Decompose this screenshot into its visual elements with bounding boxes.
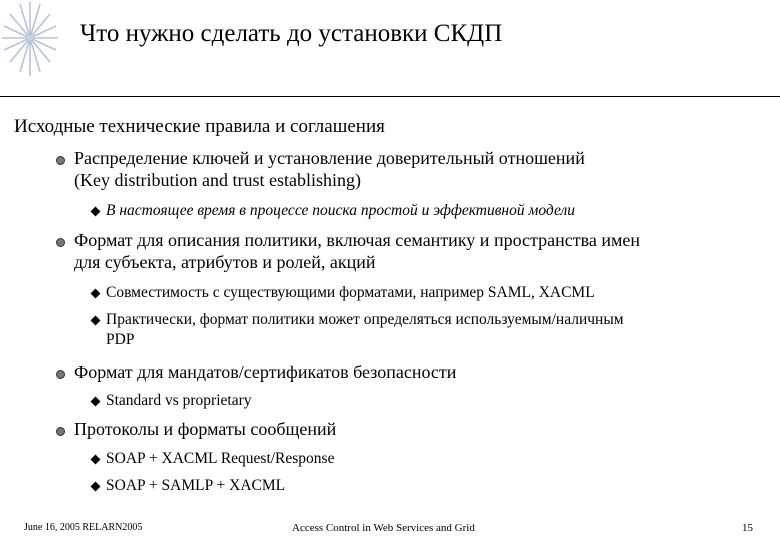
bullet-circle-icon (56, 238, 65, 247)
section-heading: Исходные технические правила и соглашения (14, 116, 385, 137)
slide-title: Что нужно сделать до установки СКДП (80, 20, 503, 47)
bullet-diamond-icon (91, 316, 101, 326)
bullet-diamond-icon (91, 482, 101, 492)
page-number: 15 (742, 522, 753, 534)
list-subitem: Совместимость с существующими форматами, например SAML, XACML (106, 284, 595, 301)
list-subitem: SOAP + SAMLP + XACML (106, 477, 286, 494)
starburst-decoration-icon (0, 0, 62, 78)
bullet-circle-icon (56, 156, 65, 165)
footer-date: June 16, 2005 RELARN2005 (24, 522, 143, 533)
footer-title: Access Control in Web Services and Grid (292, 522, 475, 534)
bullet-circle-icon (56, 427, 65, 436)
list-subitem: В настоящее время в процессе поиска простой и эффективной модели (106, 202, 575, 219)
bullet-diamond-icon (91, 207, 101, 217)
list-item: Распределение ключей и установление доверительный отношений (Key distribution and trust establishing) (74, 148, 585, 190)
bullet-diamond-icon (91, 289, 101, 299)
title-divider (0, 96, 780, 97)
list-subitem: Standard vs proprietary (106, 392, 252, 409)
list-subitem: SOAP + XACML Request/Response (106, 450, 335, 467)
list-item: Формат для описания политики, включая семантику и пространства имен для субъекта, атрибутов и ролей, акций (74, 230, 640, 272)
bullet-circle-icon (56, 370, 65, 379)
list-subitem: Практически, формат политики может определяться используемым/наличным PDP (106, 311, 624, 348)
list-item: Формат для мандатов/сертификатов безопасности (74, 362, 457, 382)
list-item: Протоколы и форматы сообщений (74, 419, 337, 439)
bullet-diamond-icon (91, 397, 101, 407)
bullet-diamond-icon (91, 455, 101, 465)
